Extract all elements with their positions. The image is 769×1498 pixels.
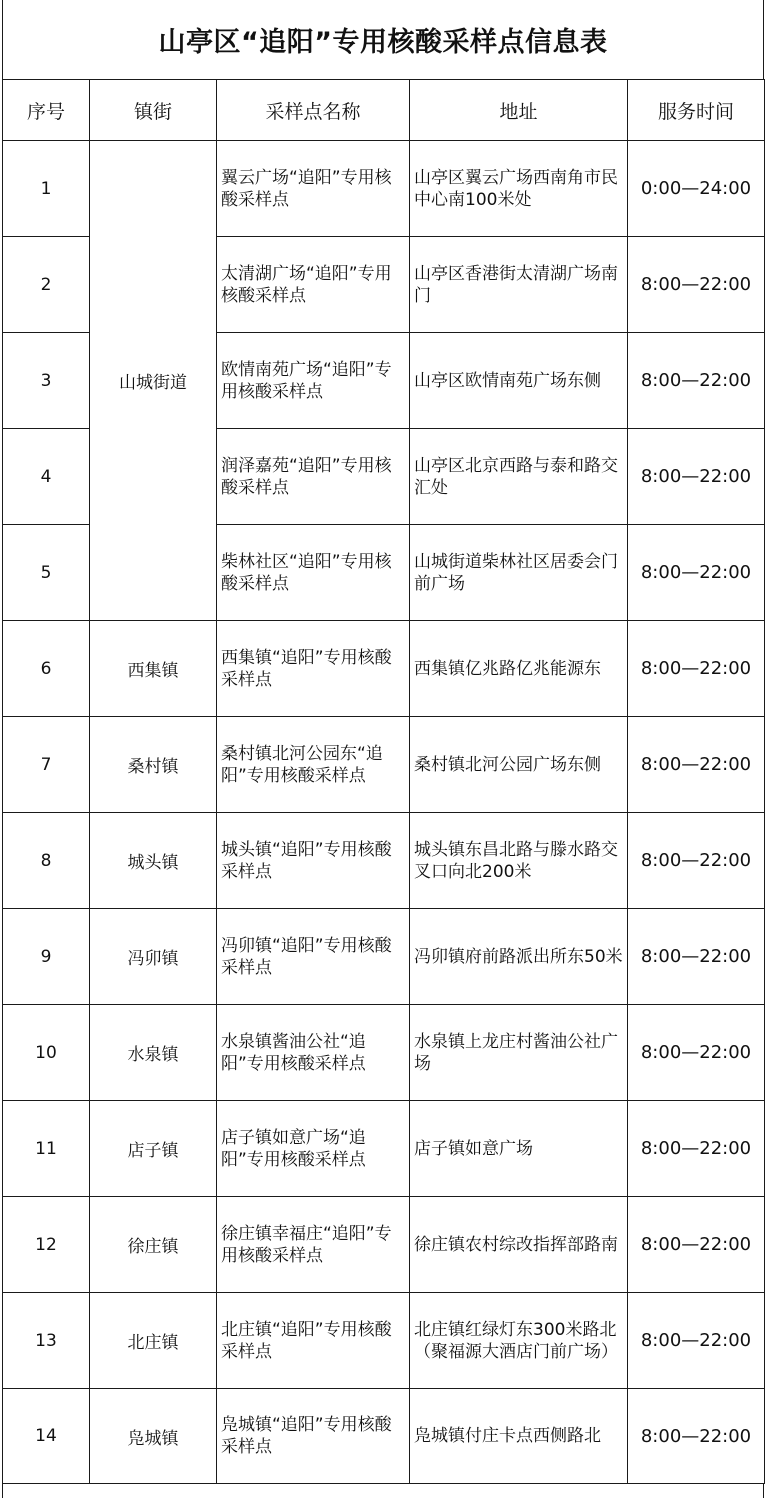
cell-address: 冯卯镇府前路派出所东50米	[410, 909, 628, 1005]
cell-address: 山亭区北京西路与泰和路交汇处	[410, 429, 628, 525]
cell-site-name: 凫城镇“追阳”专用核酸采样点	[217, 1389, 410, 1484]
cell-no: 13	[3, 1293, 90, 1389]
cell-no: 5	[3, 525, 90, 621]
cell-address: 山亭区翼云广场西南角市民中心南100米处	[410, 141, 628, 237]
cell-address: 徐庄镇农村综改指挥部路南	[410, 1197, 628, 1293]
cell-town: 西集镇	[90, 621, 217, 717]
header-address: 地址	[410, 80, 628, 141]
cell-town: 城头镇	[90, 813, 217, 909]
header-town: 镇街	[90, 80, 217, 141]
cell-site-name: 润泽嘉苑“追阳”专用核酸采样点	[217, 429, 410, 525]
cell-town: 桑村镇	[90, 717, 217, 813]
cell-address: 山亭区香港街太清湖广场南门	[410, 237, 628, 333]
cell-service-time: 8:00—22:00	[628, 237, 765, 333]
cell-no: 2	[3, 237, 90, 333]
header-site-name: 采样点名称	[217, 80, 410, 141]
cell-site-name: 翼云广场“追阳”专用核酸采样点	[217, 141, 410, 237]
cell-no: 1	[3, 141, 90, 237]
cell-service-time: 0:00—24:00	[628, 141, 765, 237]
cell-site-name: 冯卯镇“追阳”专用核酸采样点	[217, 909, 410, 1005]
cell-service-time: 8:00—22:00	[628, 1197, 765, 1293]
cell-no: 3	[3, 333, 90, 429]
cell-no: 6	[3, 621, 90, 717]
cell-service-time: 8:00—22:00	[628, 333, 765, 429]
title-box	[2, 0, 764, 79]
cell-site-name: 北庄镇“追阳”专用核酸采样点	[217, 1293, 410, 1389]
cell-service-time: 8:00—22:00	[628, 621, 765, 717]
sampling-sites-table	[2, 79, 765, 1484]
cell-no: 11	[3, 1101, 90, 1197]
cell-address: 西集镇亿兆路亿兆能源东	[410, 621, 628, 717]
cell-service-time: 8:00—22:00	[628, 525, 765, 621]
header-no: 序号	[3, 80, 90, 141]
cell-site-name: 城头镇“追阳”专用核酸采样点	[217, 813, 410, 909]
cell-site-name: 店子镇如意广场“追阳”专用核酸采样点	[217, 1101, 410, 1197]
cell-town: 山城街道	[90, 141, 217, 621]
cell-address: 桑村镇北河公园广场东侧	[410, 717, 628, 813]
table-row	[3, 1293, 765, 1389]
cell-address: 店子镇如意广场	[410, 1101, 628, 1197]
cell-site-name: 柴林社区“追阳”专用核酸采样点	[217, 525, 410, 621]
cell-service-time: 8:00—22:00	[628, 717, 765, 813]
table-bottom-continuation	[2, 1483, 764, 1498]
table-row	[3, 1005, 765, 1101]
page-title: 山亭区“追阳”专用核酸采样点信息表	[158, 27, 608, 58]
cell-service-time: 8:00—22:00	[628, 813, 765, 909]
cell-town: 徐庄镇	[90, 1197, 217, 1293]
cell-no: 14	[3, 1389, 90, 1484]
table-row	[3, 1197, 765, 1293]
cell-service-time: 8:00—22:00	[628, 1101, 765, 1197]
table-row	[3, 909, 765, 1005]
table-row	[3, 717, 765, 813]
cell-service-time: 8:00—22:00	[628, 1293, 765, 1389]
cell-address: 山亭区欧情南苑广场东侧	[410, 333, 628, 429]
cell-no: 12	[3, 1197, 90, 1293]
cell-address: 北庄镇红绿灯东300米路北（聚福源大酒店门前广场）	[410, 1293, 628, 1389]
table-row	[3, 1101, 765, 1197]
cell-town: 店子镇	[90, 1101, 217, 1197]
cell-no: 10	[3, 1005, 90, 1101]
cell-service-time: 8:00—22:00	[628, 1389, 765, 1484]
cell-service-time: 8:00—22:00	[628, 429, 765, 525]
cell-service-time: 8:00—22:00	[628, 909, 765, 1005]
cell-site-name: 西集镇“追阳”专用核酸采样点	[217, 621, 410, 717]
cell-service-time: 8:00—22:00	[628, 1005, 765, 1101]
cell-no: 8	[3, 813, 90, 909]
cell-town: 凫城镇	[90, 1389, 217, 1484]
cell-town: 水泉镇	[90, 1005, 217, 1101]
table-row	[3, 141, 765, 237]
cell-site-name: 水泉镇酱油公社“追阳”专用核酸采样点	[217, 1005, 410, 1101]
cell-no: 4	[3, 429, 90, 525]
cell-site-name: 桑村镇北河公园东“追阳”专用核酸采样点	[217, 717, 410, 813]
cell-no: 7	[3, 717, 90, 813]
cell-address: 山城街道柴林社区居委会门前广场	[410, 525, 628, 621]
cell-site-name: 太清湖广场“追阳”专用核酸采样点	[217, 237, 410, 333]
header-row	[3, 80, 765, 141]
header-service-time: 服务时间	[628, 80, 765, 141]
cell-town: 北庄镇	[90, 1293, 217, 1389]
table-row	[3, 621, 765, 717]
cell-town: 冯卯镇	[90, 909, 217, 1005]
table-row	[3, 813, 765, 909]
cell-site-name: 徐庄镇幸福庄“追阳”专用核酸采样点	[217, 1197, 410, 1293]
cell-address: 城头镇东昌北路与滕水路交叉口向北200米	[410, 813, 628, 909]
cell-no: 9	[3, 909, 90, 1005]
cell-site-name: 欧情南苑广场“追阳”专用核酸采样点	[217, 333, 410, 429]
table-row	[3, 1389, 765, 1484]
cell-address: 凫城镇付庄卡点西侧路北	[410, 1389, 628, 1484]
cell-address: 水泉镇上龙庄村酱油公社广场	[410, 1005, 628, 1101]
